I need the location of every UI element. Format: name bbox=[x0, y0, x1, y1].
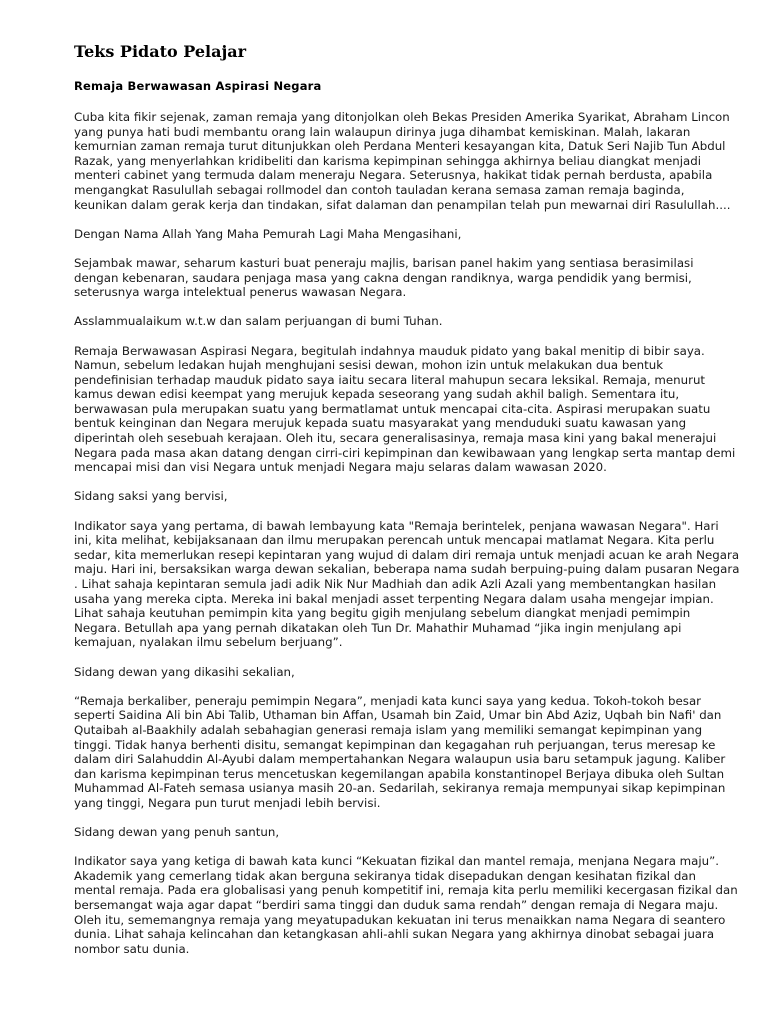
paragraph-intro: Cuba kita fikir sejenak, zaman remaja yang ditonjolkan oleh Bekas Presiden Amerika Syarikat, Abraham Lincon yang punya hati budi membantu orang lain walaupun dirinya juga dihambat kemiskinan. Malah, lakaran kemurnian zaman remaja turut ditunjukkan oleh Perdana Menteri kesayangan kita, Datuk Seri Najib Tun Abdul Razak, yang menyerlahkan kridibeliti dan karisma kepimpinan sehingga akhirnya beliau diangkat menjadi menteri cabinet yang termuda dalam meneraju Negara. Seterusnya, hakikat tidak pernah berdusta, apabila mengangkat Rasulullah sebagai rollmodel dan contoh tauladan kerana semasa zaman remaja baginda, keunikan dalam gerak kerja dan tindakan, sifat dalaman dan penampilan telah pun mewarnai diri Rasulullah.... bbox=[74, 110, 731, 212]
paragraph-address-3: Sidang dewan yang penuh santun, bbox=[74, 825, 280, 840]
document-subtitle: Remaja Berwawasan Aspirasi Negara bbox=[74, 79, 322, 93]
paragraph-definition: Remaja Berwawasan Aspirasi Negara, begitulah indahnya mauduk pidato yang bakal menitip di bibir saya. Namun, sebelum ledakan hujah menghujani sesisi dewan, mohon izin untuk melakukan dua bentuk pendefinisian terhadap mauduk pidato saya iaitu secara literal mahupun secara leksikal. Remaja, menurut kamus dewan edisi keempat yang merujuk kepada seseorang yang sudah akhil baligh. Sementara itu, berwawasan pula merupakan suatu yang bermatlamat untuk mencapai cita-cita. Aspirasi merupakan suatu bentuk keinginan dan Negara merujuk kepada suatu masyarakat yang menduduki suatu kawasan yang diperintah oleh sesebuah kerajaan. Oleh itu, secara generalisasinya, remaja masa kini yang bakal menerajui Negara pada masa akan datang dengan cirri-ciri kepimpinan dan kewibawaan yang lengkap serta mantap demi mencapai misi dan visi Negara untuk menjadi Negara maju selaras dalam wawasan 2020. bbox=[74, 343, 736, 475]
paragraph-address-1: Sidang saksi yang bervisi, bbox=[74, 489, 228, 504]
paragraph-basmalah: Dengan Nama Allah Yang Maha Pemurah Lagi Maha Mengasihani, bbox=[74, 226, 462, 241]
paragraph-point-1: Indikator saya yang pertama, di bawah lembayung kata "Remaja berintelek, penjana wawasan Negara". Hari ini, kita melihat, kebijaksanaan dan ilmu merupakan perencah untuk mencapai matlamat Negara. Kita perlu sedar, kita memerlukan resepi kepintaran yang wujud di dalam diri remaja untuk menjadi acuan ke arah Negara maju. Hari ini, bersaksikan warga dewan sekalian, beberapa nama sudah berpuing-puing dalam pusaran Negara . Lihat sahaja kepintaran semula jadi adik Nik Nur Madhiah dan adik Azli Azali yang membentangkan hasilan usaha yang mereka cipta. Mereka ini bakal menjadi asset terpenting Negara dalam usaha mengejar impian. Lihat sahaja keutuhan pemimpin kita yang begitu gigih menjulang sebelum diangkat menjadi pemimpin Negara. Betullah apa yang pernah dikatakan oleh Tun Dr. Mahathir Muhamad “jika ingin menjulang api kemajuan, nyalakan ilmu sebelum berjuang”. bbox=[74, 518, 740, 650]
paragraph-point-3: Indikator saya yang ketiga di bawah kata kunci “Kekuatan fizikal dan mantel remaja, menjana Negara maju”. Akademik yang cemerlang tidak akan berguna sekiranya tidak disepadukan dengan kesihatan fizikal dan mental remaja. Pada era globalisasi yang penuh kompetitif ini, remaja kita perlu memiliki kecergasan fizikal dan bersemangat waja agar dapat “berdiri sama tinggi dan duduk sama rendah” dengan remaja di Negara maju. Oleh itu, sememangnya remaja yang meyatupadukan kekuatan ini terus menaikkan nama Negara di seantero dunia. Lihat sahaja kelincahan dan ketangkasan ahli-ahli sukan Negara yang akhirnya dinobat sebagai juara nombor satu dunia. bbox=[74, 854, 738, 956]
paragraph-point-2: “Remaja berkaliber, peneraju pemimpin Negara”, menjadi kata kunci saya yang kedua. Tokoh-tokoh besar seperti Saidina Ali bin Abi Talib, Uthaman bin Affan, Usamah bin Zaid, Umar bin Abd Aziz, Uqbah bin Nafi' dan Qutaibah al-Baakhily adalah sebahagian generasi remaja islam yang memiliki semangat kepimpinan yang tinggi. Tidak hanya berhenti disitu, semangat kepimpinan dan kegagahan ruh perjuangan, terus meresap ke dalam diri Salahuddin Al-Ayubi dalam mempertahankan Negara walaupun usia baru setampuk jagung. Kaliber dan karisma kepimpinan terus mencetuskan kegemilangan apabila konstantinopel Berjaya dibuka oleh Sultan Muhammad Al-Fateh semasa usianya masih 20-an. Sedarilah, sekiranya remaja mempunyai sikap kepimpinan yang tinggi, Negara pun turut menjadi lebih bervisi. bbox=[74, 693, 726, 810]
paragraph-salam: Asslammualaikum w.t.w dan salam perjuangan di bumi Tuhan. bbox=[74, 314, 443, 329]
paragraph-greeting-audience: Sejambak mawar, seharum kasturi buat peneraju majlis, barisan panel hakim yang sentiasa berasimilasi dengan kebenaran, saudara penjaga masa yang cakna dengan randiknya, warga pendidik yang bermisi, seterusnya warga intelektual penerus wawasan Negara. bbox=[74, 255, 694, 300]
paragraph-address-2: Sidang dewan yang dikasihi sekalian, bbox=[74, 664, 295, 679]
document-title: Teks Pidato Pelajar bbox=[74, 42, 247, 61]
